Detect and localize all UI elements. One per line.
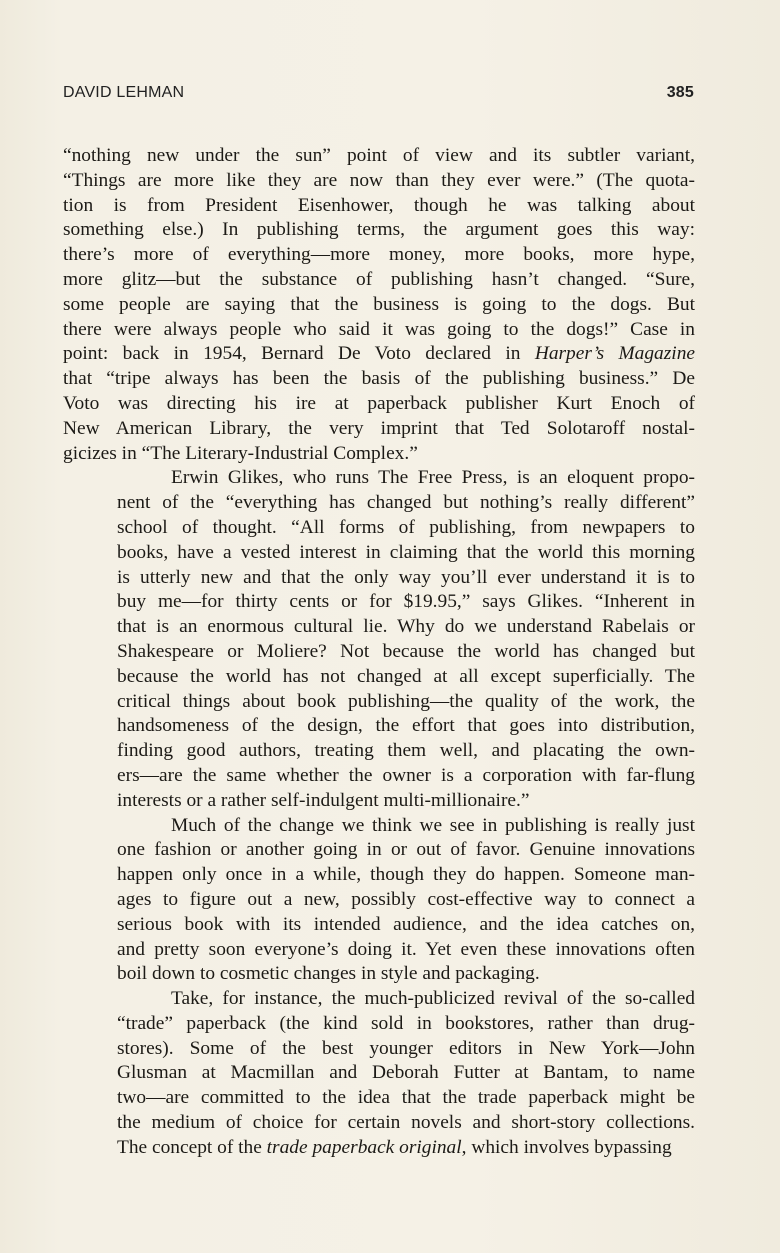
- italic-title: trade paperback original: [266, 1136, 462, 1158]
- text-line: [63, 739, 695, 764]
- text-line: [63, 938, 695, 963]
- text-run: Take, for instance, the much-publicized revival of the so-called: [171, 988, 695, 1010]
- text-run: there’s more of everything—more money, more books, more hype,: [63, 244, 695, 266]
- text-run: Shakespeare or Moliere? Not because the world has changed but: [117, 640, 695, 662]
- text-line: [63, 367, 695, 392]
- text-run: “trade” paperback (the kind sold in bookstores, rather than drug-: [117, 1012, 695, 1034]
- text-run: Glusman at Macmillan and Deborah Futter at Bantam, to name: [117, 1062, 695, 1084]
- page-number: 385: [666, 84, 694, 101]
- paragraph: [63, 144, 695, 466]
- text-line: [63, 144, 695, 169]
- text-line: [63, 590, 695, 615]
- text-line: [63, 690, 695, 715]
- text-run: handsomeness of the design, the effort that goes into distribution,: [117, 715, 695, 737]
- text-line: [63, 1012, 695, 1037]
- text-run: “Things are more like they are now than they ever were.” (The quota-: [63, 169, 695, 191]
- text-line: [63, 268, 695, 293]
- text-run: gicizes in “The Literary-Industrial Complex.”: [63, 442, 418, 464]
- text-run: boil down to cosmetic changes in style and packaging.: [117, 963, 540, 985]
- text-line: [63, 566, 695, 591]
- text-line: [63, 243, 695, 268]
- text-run: that is an enormous cultural lie. Why do we understand Rabelais or: [117, 616, 695, 638]
- text-line: [63, 417, 695, 442]
- text-run: that “tripe always has been the basis of the publishing business.” De: [63, 368, 695, 390]
- text-run: ages to figure out a new, possibly cost-effective way to connect a: [117, 888, 695, 910]
- text-line: [63, 913, 695, 938]
- paragraph: [63, 987, 695, 1161]
- text-run: , which involves bypassing: [461, 1136, 672, 1158]
- text-run: there were always people who said it was going to the dogs!” Case in: [63, 318, 695, 340]
- text-line: [63, 491, 695, 516]
- text-run: Much of the change we think we see in publishing is really just: [171, 814, 695, 836]
- text-line: [63, 169, 695, 194]
- text-run: because the world has not changed at all except superficially. The: [117, 665, 695, 687]
- text-run: happen only once in a while, though they do happen. Someone man-: [117, 864, 695, 886]
- text-run: something else.) In publishing terms, the argument goes this way:: [63, 219, 695, 241]
- running-head: [63, 84, 694, 102]
- paragraph: [63, 814, 695, 988]
- text-run: one fashion or another going in or out of favor. Genuine innovations: [117, 839, 695, 861]
- text-run: New American Library, the very imprint that Ted Solotaroff nostal-: [63, 417, 695, 439]
- text-line: [63, 218, 695, 243]
- text-line: [63, 838, 695, 863]
- text-run: buy me—for thirty cents or for $19.95,” says Glikes. “Inherent in: [117, 591, 695, 613]
- text-line: [63, 318, 695, 343]
- text-run: point: back in 1954, Bernard De Voto declared in: [63, 343, 535, 365]
- text-line: [63, 1037, 695, 1062]
- text-line: [63, 541, 695, 566]
- text-line: [63, 640, 695, 665]
- text-line: [63, 293, 695, 318]
- text-line: [63, 194, 695, 219]
- text-line: [63, 665, 695, 690]
- text-line: [63, 789, 695, 814]
- text-line: [63, 1136, 695, 1161]
- text-run: serious book with its intended audience, and the idea catches on,: [117, 913, 695, 935]
- text-line: [63, 516, 695, 541]
- text-line: [63, 987, 695, 1012]
- text-line: [63, 863, 695, 888]
- text-line: [63, 1111, 695, 1136]
- text-run: more glitz—but the substance of publishing hasn’t changed. “Sure,: [63, 268, 695, 290]
- text-line: [63, 442, 695, 467]
- text-run: Voto was directing his ire at paperback publisher Kurt Enoch of: [63, 392, 695, 414]
- text-run: two—are committed to the idea that the trade paperback might be: [117, 1087, 695, 1109]
- text-line: [63, 888, 695, 913]
- text-run: and pretty soon everyone’s doing it. Yet even these innovations often: [117, 938, 695, 960]
- text-run: Erwin Glikes, who runs The Free Press, is an eloquent propo-: [171, 467, 695, 489]
- text-line: [63, 466, 695, 491]
- running-head-author: DAVID LEHMAN: [63, 84, 185, 101]
- text-run: books, have a vested interest in claiming that the world this morning: [117, 541, 695, 563]
- text-run: ers—are the same whether the owner is a corporation with far-flung: [117, 764, 695, 786]
- text-line: [63, 814, 695, 839]
- text-run: nent of the “everything has changed but nothing’s really different”: [117, 492, 695, 514]
- text-line: [63, 1086, 695, 1111]
- text-line: [63, 764, 695, 789]
- text-run: critical things about book publishing—the quality of the work, the: [117, 690, 695, 712]
- text-line: [63, 615, 695, 640]
- text-run: finding good authors, treating them well, and placating the own-: [117, 740, 695, 762]
- text-run: the medium of choice for certain novels and short-story collections.: [117, 1112, 695, 1134]
- text-line: [63, 714, 695, 739]
- body-text: [63, 144, 695, 1161]
- text-run: interests or a rather self-indulgent multi-millionaire.”: [117, 789, 530, 811]
- text-run: “nothing new under the sun” point of view and its subtler variant,: [63, 145, 695, 166]
- text-run: some people are saying that the business is going to the dogs. But: [63, 293, 695, 315]
- text-run: stores). Some of the best younger editors in New York—John: [117, 1037, 695, 1059]
- text-run: tion is from President Eisenhower, though he was talking about: [63, 194, 695, 216]
- text-line: [63, 392, 695, 417]
- text-line: [63, 1061, 695, 1086]
- text-line: [63, 962, 695, 987]
- paragraph: [63, 466, 695, 813]
- text-run: school of thought. “All forms of publishing, from newpapers to: [117, 516, 695, 538]
- text-run: The concept of the: [117, 1136, 267, 1158]
- text-run: is utterly new and that the only way you’ll ever understand it is to: [117, 566, 695, 588]
- text-line: [63, 342, 695, 367]
- italic-title: Harper’s Magazine: [534, 343, 695, 365]
